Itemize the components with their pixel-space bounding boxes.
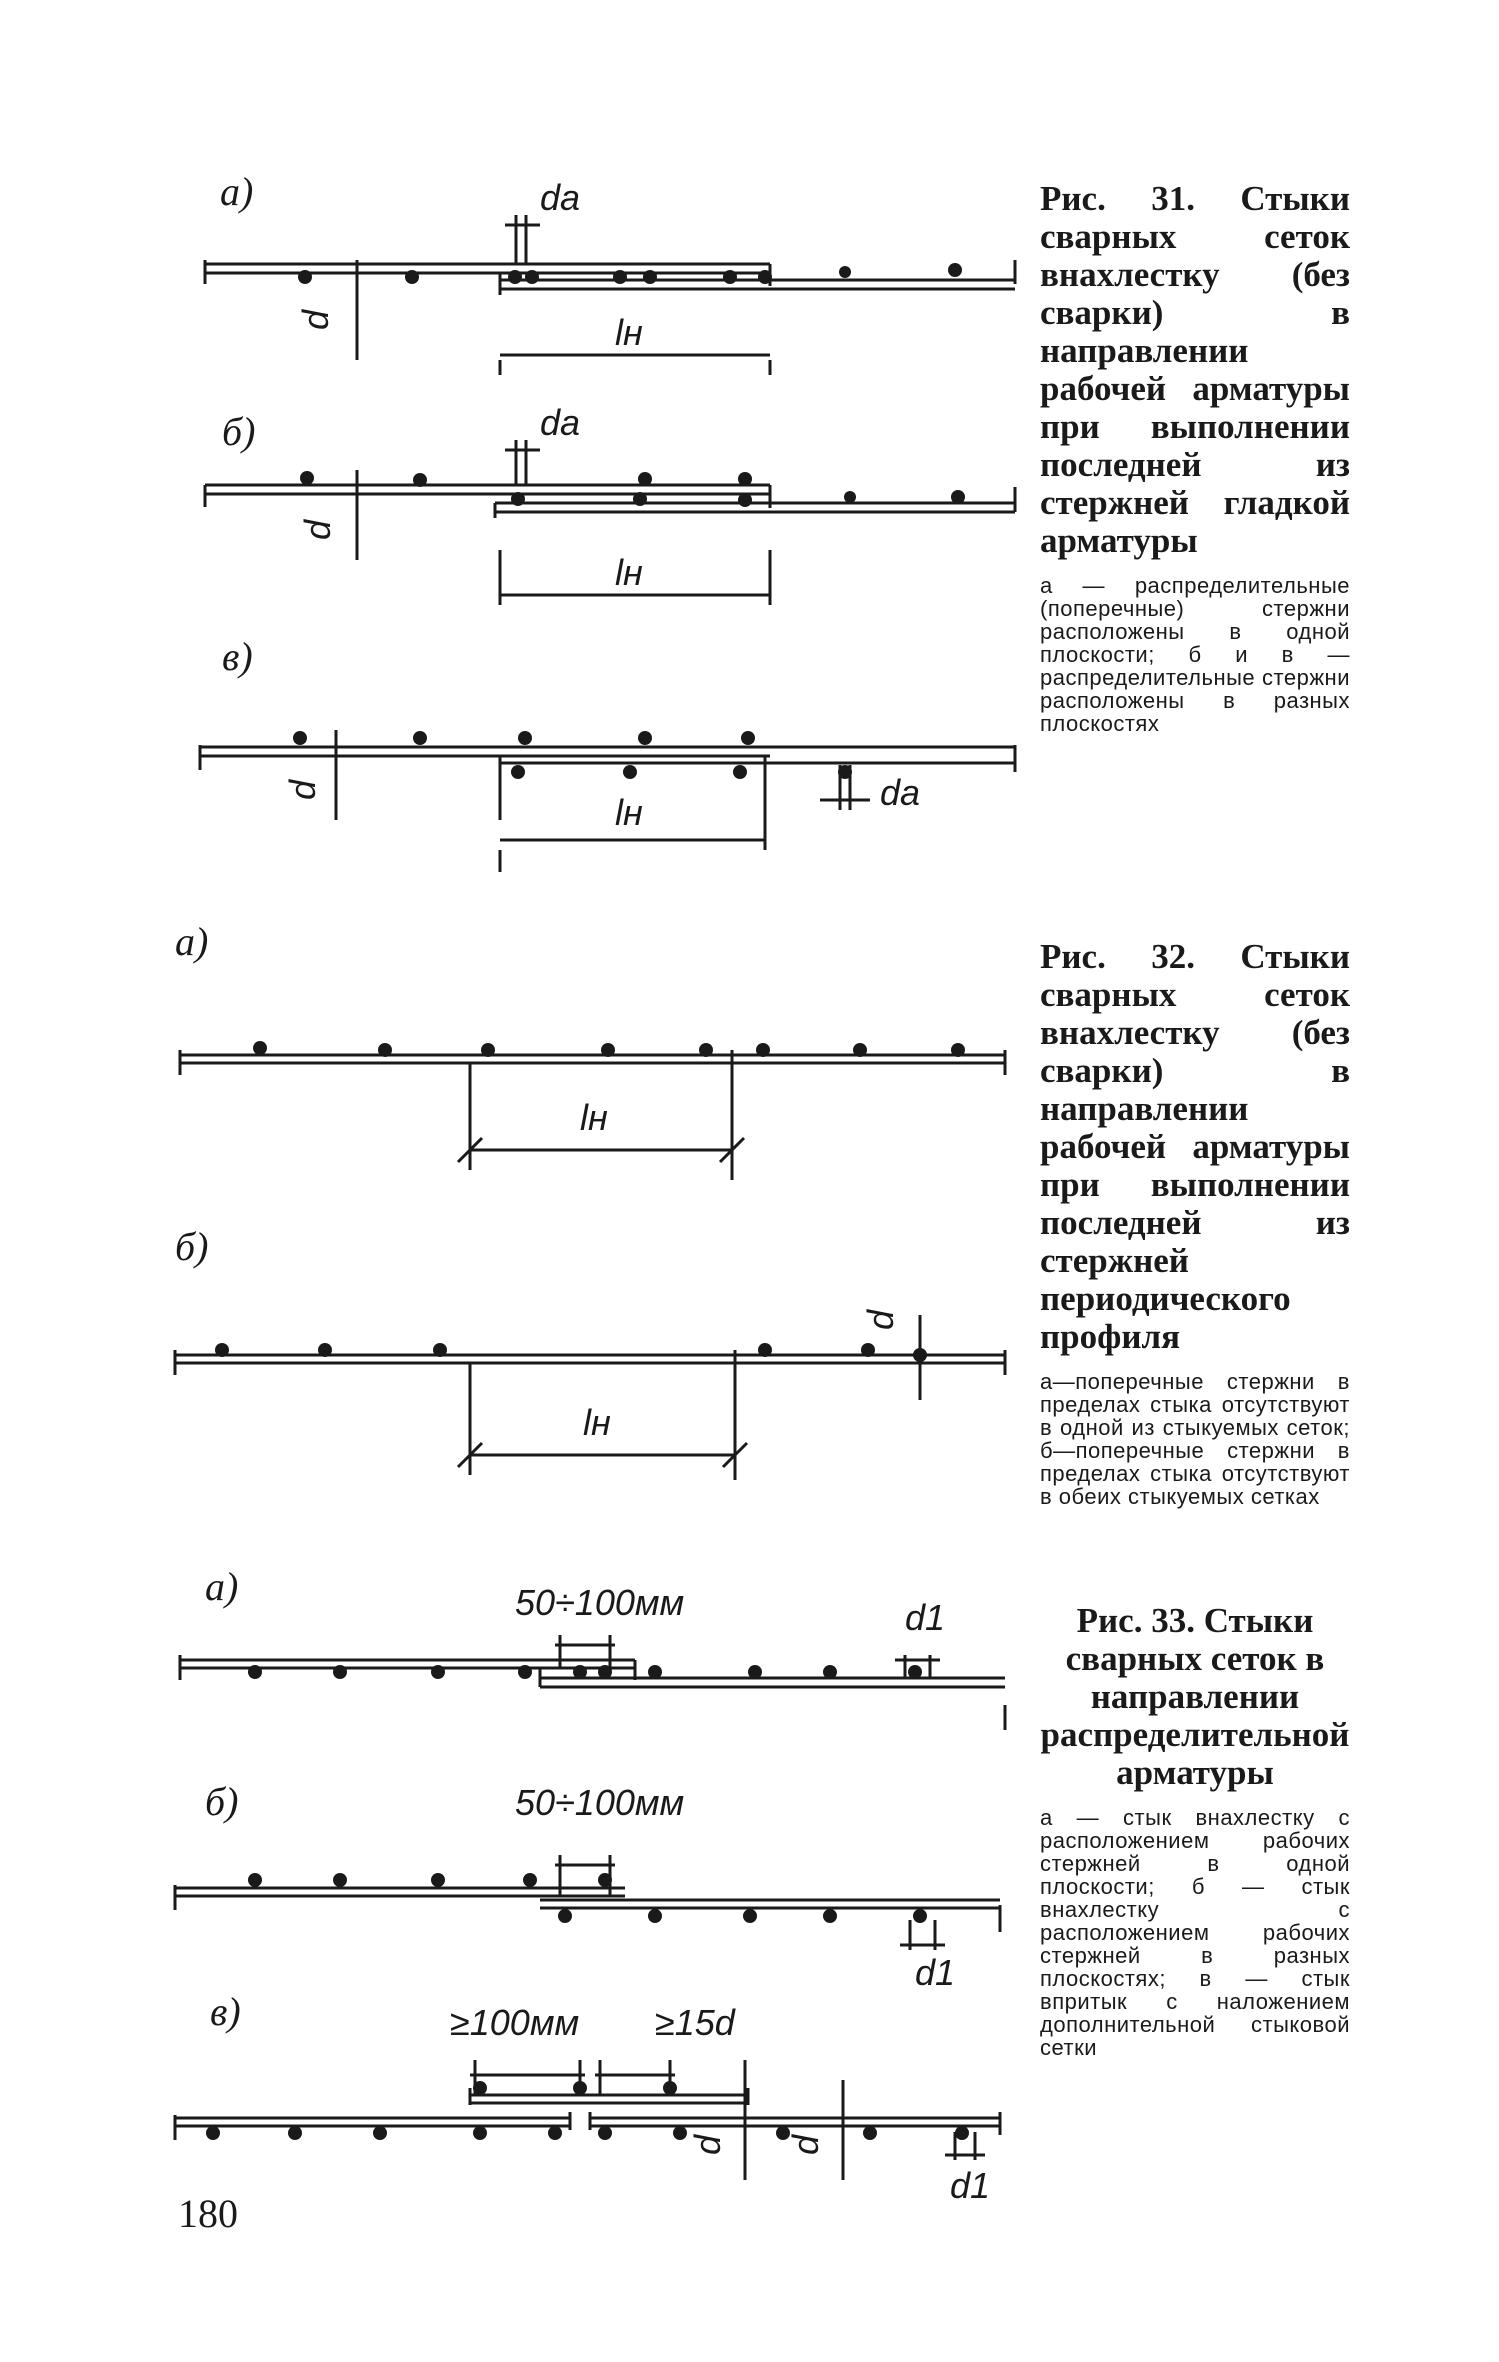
- fig31b-dim-d: d: [297, 519, 338, 540]
- fig33c-dim-d-left: d: [687, 2134, 728, 2155]
- fig33-part-b-label: б): [205, 1779, 239, 1824]
- fig33c-dim-15d: ≥15d: [655, 2002, 735, 2043]
- fig33a-dim-d1: d1: [905, 1597, 946, 1638]
- figure-32-caption: Рис. 32. Стыки сварных сеток внахлестку (без сварки) в направлении рабочей арматуры при выполнении последней из стержней периодического профиля: [1040, 937, 1350, 1356]
- fig33c-dim-min100: ≥100мм: [450, 2002, 580, 2043]
- fig32-part-b-label: б): [175, 1224, 209, 1269]
- fig31-part-b-label: б): [222, 409, 256, 454]
- fig31b-dim-da: da: [540, 402, 581, 443]
- fig31a-dim-lh: lн: [615, 312, 643, 353]
- fig33c-dim-d-right: d: [785, 2134, 826, 2155]
- fig33b-dim-range: 50÷100мм: [515, 1782, 685, 1823]
- figure-32-drawing: [0, 910, 1020, 1470]
- fig31c-dim-da: da: [880, 772, 921, 813]
- figure-33-caption-block: [1040, 1602, 1350, 2059]
- page-number: 180: [178, 2191, 238, 2236]
- figure-33-note: а — стык внахлестку с расположением рабочих стержней в одной плоскости; б — стык внахлестку с расположением рабочих стержней в разных плоскостях; в — стык впритык с наложением дополнительной стыковой сетки: [1040, 1805, 1350, 2060]
- fig33a-dim-range: 50÷100мм: [515, 1582, 685, 1623]
- fig31-part-a-label: а): [220, 169, 254, 214]
- fig32a-dim-lh: lн: [580, 1097, 608, 1138]
- figure-32-note: а—поперечные стержни в пределах стыка отсутствуют в одной из стыкуемых сеток; б—поперечные стержни в пределах стыка отсутствуют в обеих стыкуемых сетках: [1040, 1369, 1350, 1509]
- fig32b-dim-lh: lн: [583, 1402, 611, 1443]
- figure-33-caption: Рис. 33. Стыки сварных сеток в направлении распределительной арматуры: [1040, 1601, 1350, 1792]
- fig33b-dim-d1: d1: [915, 1952, 956, 1993]
- fig33c-dim-d1: d1: [950, 2165, 991, 2206]
- fig33-part-c-label: в): [210, 1989, 241, 2034]
- figure-31-note: а — распределительные (поперечные) стержни расположены в одной плоскости; б и в — распределительные стержни расположены в разных плоскостях: [1040, 573, 1350, 736]
- figure-31-caption-block: [1040, 180, 1350, 735]
- fig31c-dim-lh: lн: [615, 792, 643, 833]
- fig31-part-c-label: в): [222, 634, 253, 679]
- fig32-part-a-label: а): [175, 919, 209, 964]
- fig31a-dim-da: da: [540, 177, 581, 218]
- figure-32-caption-block: [1040, 938, 1350, 1508]
- fig31a-dim-d: d: [295, 309, 336, 330]
- fig31b-dim-lh: lн: [615, 552, 643, 593]
- fig33-part-a-label: а): [205, 1564, 239, 1609]
- fig32b-dim-d: d: [860, 1309, 901, 1330]
- figure-33-drawing: [0, 1560, 1020, 2206]
- fig31c-dim-d: d: [282, 779, 323, 800]
- figure-31-caption: Рис. 31. Стыки сварных сеток внахлестку (без сварки) в направлении рабочей арматуры при выполнении последней из стержней гладкой арматуры: [1040, 179, 1350, 560]
- figure-31-drawing: [0, 160, 1020, 900]
